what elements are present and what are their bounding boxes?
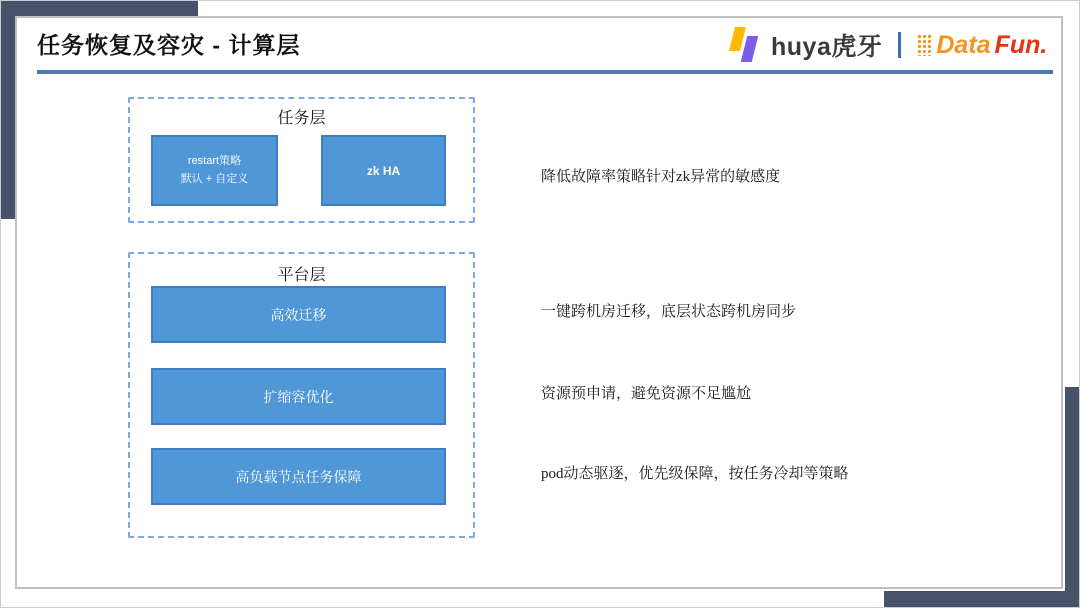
huya-logo-icon <box>729 27 759 63</box>
annotation-resource: 资源预申请，避免资源不足尴尬 <box>541 386 752 402</box>
annotation-task-layer: 降低故障率策略针对zk异常的敏感度 <box>541 169 781 185</box>
huya-logo-text: huya虎牙 <box>771 33 883 61</box>
box-efficient-migration <box>151 286 446 343</box>
group-task-layer-label: 任务层 <box>277 110 326 127</box>
annotation-migration: 一键跨机房迁移，底层状态跨机房同步 <box>541 304 797 320</box>
box-zk-ha-label: zk HA <box>366 163 401 178</box>
title-underline <box>37 70 1053 74</box>
group-platform-layer-label: 平台层 <box>277 267 326 284</box>
box-restart-line2: 默认 + 自定义 <box>180 172 249 185</box>
box-high-load-protection-label: 高负载节点任务保障 <box>235 470 362 486</box>
header-logos <box>729 25 1047 65</box>
box-zk-ha <box>321 135 446 206</box>
datafun-dots-icon <box>917 34 932 56</box>
corner-decoration-bottom <box>884 591 1080 608</box>
box-scaling-optimization <box>151 368 446 425</box>
group-task-layer <box>128 97 475 223</box>
annotation-pod: pod动态驱逐，优先级保障，按任务冷却等策略 <box>541 466 849 482</box>
box-restart-line1: restart策略 <box>187 155 242 168</box>
datafun-logo <box>917 31 1047 60</box>
huya-icon-purple-shape <box>741 36 758 62</box>
corner-decoration-right <box>1065 387 1080 608</box>
box-efficient-migration-label: 高效迁移 <box>270 308 327 324</box>
slide-title: 任务恢复及容灾 - 计算层 <box>37 32 301 58</box>
corner-decoration-left <box>1 1 15 219</box>
group-platform-layer <box>128 252 475 538</box>
corner-decoration-top <box>1 1 198 16</box>
box-scaling-optimization-label: 扩缩容优化 <box>263 390 334 406</box>
box-high-load-protection <box>151 448 446 505</box>
box-restart-strategy <box>151 135 278 206</box>
datafun-logo-text-data: Data <box>936 30 991 59</box>
logo-separator <box>898 32 901 58</box>
datafun-logo-text-fun: Fun. <box>994 30 1048 59</box>
